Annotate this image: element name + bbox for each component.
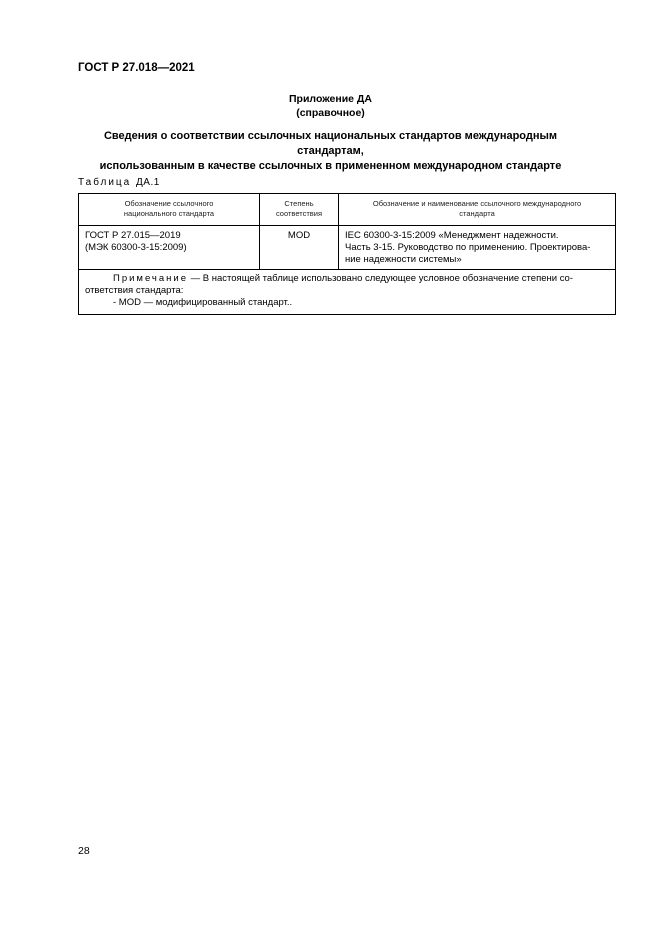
table-caption — [78, 177, 160, 188]
cell-text: ГОСТ Р 27.015—2019 — [85, 230, 181, 241]
note-line-1 — [85, 273, 609, 285]
header-international-standard — [339, 194, 616, 226]
appendix-status: (справочное) — [296, 107, 365, 119]
table-note — [79, 270, 616, 315]
cell-text: Часть 3-15. Руководство по применению. Проектирова- — [345, 242, 591, 253]
note-text: — В настоящей таблице использовано следующее условное обозначение степени со- — [188, 273, 574, 284]
header-text: Степень — [284, 199, 314, 208]
table-caption-label: Таблица — [78, 177, 132, 188]
table-caption-number: ДА.1 — [136, 177, 160, 188]
section-title-line-1: Сведения о соответствии ссылочных национальных стандартов международным стандартам, — [103, 130, 558, 157]
note-line-3: - MOD — модифицированный стандарт.. — [113, 297, 293, 308]
header-national-standard — [79, 194, 260, 226]
cell-national-standard — [79, 226, 260, 270]
header-text: стандарта — [459, 209, 495, 218]
cell-text: MOD — [287, 230, 311, 241]
header-text: Обозначение ссылочного — [124, 199, 214, 208]
correspondence-table — [78, 193, 616, 315]
header-text: национального стандарта — [123, 209, 215, 218]
header-text: соответствия — [275, 209, 323, 218]
cell-text: (МЭК 60300-3-15:2009) — [85, 242, 187, 253]
cell-international-standard — [339, 226, 616, 270]
header-degree — [260, 194, 339, 226]
document-code: ГОСТ Р 27.018—2021 — [78, 62, 195, 74]
cell-degree — [260, 226, 339, 270]
cell-text: IEC 60300-3-15:2009 «Менеджмент надежности. — [345, 230, 559, 241]
note-line-2: ответствия стандарта: — [85, 285, 184, 296]
page-number: 28 — [78, 845, 90, 857]
section-title-line-2: использованным в качестве ссылочных в примененном международном стандарте — [99, 160, 562, 172]
note-label: Примечание — [113, 273, 188, 284]
cell-text: ние надежности системы» — [345, 254, 462, 265]
table-row — [79, 226, 616, 270]
section-title — [70, 129, 591, 174]
appendix-title: Приложение ДА — [289, 93, 372, 105]
appendix-heading — [0, 92, 661, 120]
header-text: Обозначение и наименование ссылочного международного — [372, 199, 582, 208]
table-header-row — [79, 194, 616, 226]
table-note-row — [79, 270, 616, 315]
